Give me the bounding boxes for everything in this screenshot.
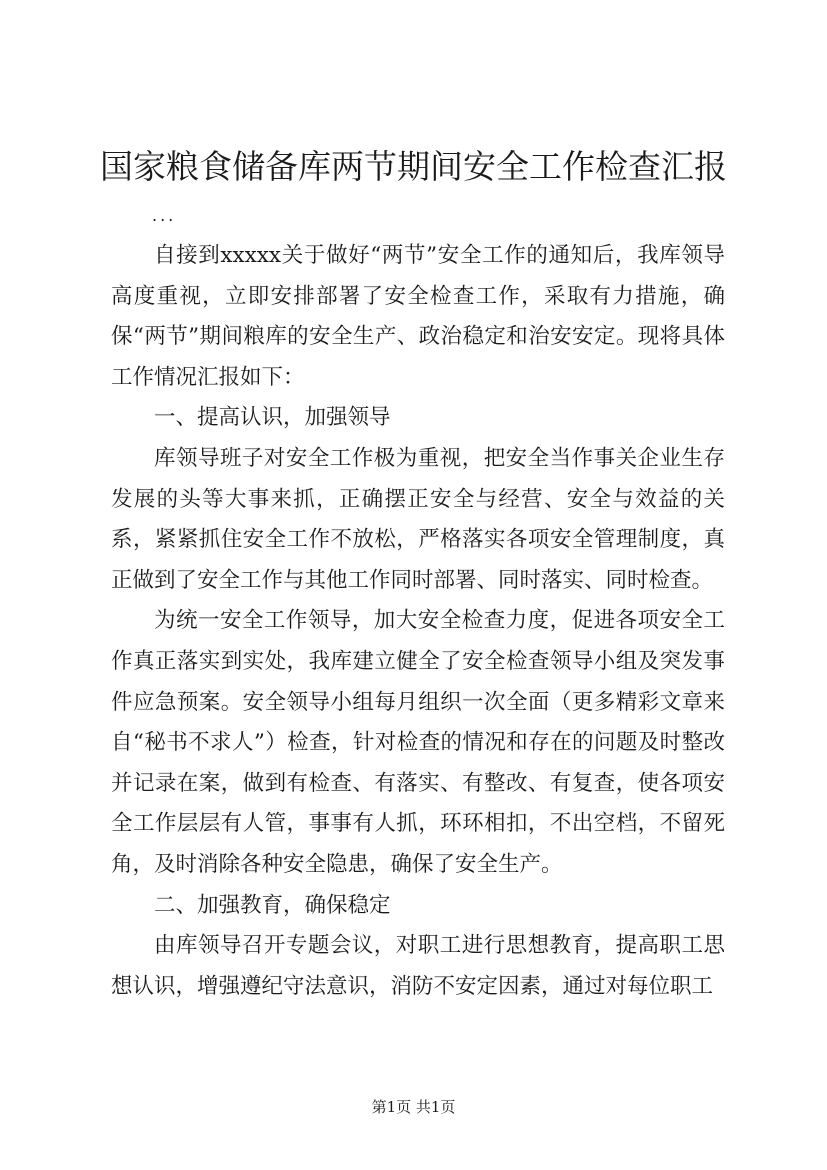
section-heading-2: 二、加强教育，确保稳定 (154, 892, 391, 918)
paragraph-intro: 自接到xxxxx关于做好“两节”安全工作的通知后，我库领导高度重视，立即安排部署了安全检查工作，采取有力措施，确保“两节”期间粮库的安全生产、政治稳定和治安安定。现将具体工作情况汇报如下： (111, 243, 725, 390)
page-footer: 第1页 共1页 (371, 1098, 456, 1116)
document-body (111, 236, 725, 1007)
ellipsis-mark: ... (152, 206, 177, 225)
paragraph-education: 由库领导召开专题会议，对职工进行思想教育，提高职工思想认识，增强遵纪守法意识，消防不安定因素，通过对每位职工 (111, 933, 725, 999)
document-title: 国家粮食储备库两节期间安全工作检查汇报 (100, 147, 727, 186)
paragraph-inspection: 为统一安全工作领导，加大安全检查力度，促进各项安全工作真正落实到实处，我库建立健全了安全检查领导小组及突发事件应急预案。安全领导小组每月组织一次全面（更多精彩文章来自“秘书不求人”）检查，针对检查的情况和存在的问题及时整改并记录在案，做到有检查、有落实、有整改、有复查，使各项安全工作层层有人管，事事有人抓，环环相扣，不出空档，不留死角，及时消除各种安全隐患，确保了安全生产。 (111, 608, 725, 877)
paragraph-leadership: 库领导班子对安全工作极为重视，把安全当作事关企业生存发展的头等大事来抓，正确摆正安全与经营、安全与效益的关系，紧紧抓住安全工作不放松，严格落实各项安全管理制度，真正做到了安全工作与其他工作同时部署、同时落实、同时检查。 (111, 445, 725, 593)
section-heading-1: 一、提高认识，加强领导 (154, 405, 391, 431)
